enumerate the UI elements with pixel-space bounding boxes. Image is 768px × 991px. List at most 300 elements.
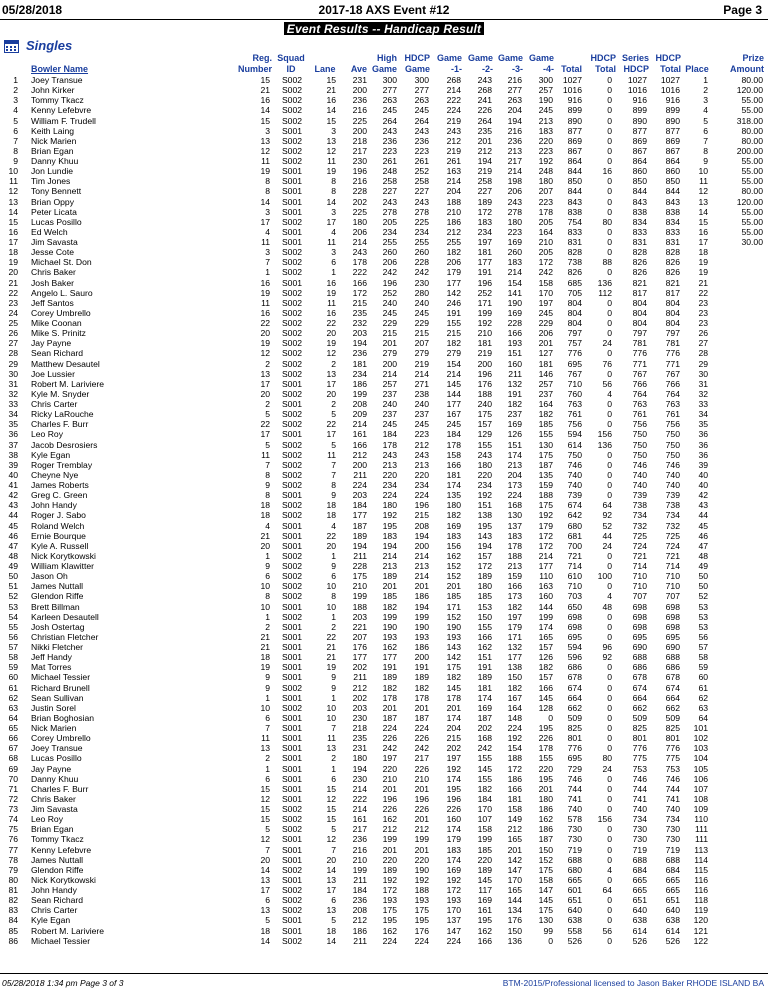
hdcp-total-cell: 0 — [607, 854, 612, 865]
lane-cell: 16 — [326, 277, 336, 288]
total-cell: 698 — [567, 621, 582, 632]
table-row — [0, 75, 768, 85]
lane-cell: 1 — [331, 611, 336, 622]
squad-id-cell: S002 — [281, 419, 303, 430]
row-index-cell: 17 — [8, 237, 18, 247]
ave-cell: 236 — [352, 895, 367, 906]
total-cell: 729 — [567, 763, 582, 774]
squad-id-cell: S002 — [281, 135, 303, 146]
bowler-name-cell: Jim Savasta — [31, 237, 78, 247]
lane-cell: 21 — [326, 642, 336, 652]
table-row — [0, 166, 768, 176]
total-cell: 674 — [567, 682, 582, 693]
ave-cell: 228 — [352, 186, 367, 197]
ave-cell: 172 — [352, 287, 367, 298]
high-game-cell: 185 — [382, 591, 397, 602]
total-cell: 804 — [567, 318, 582, 328]
hdcp-game-cell: 201 — [414, 783, 429, 794]
game-1-cell: 169 — [446, 864, 461, 875]
series-hdcp-cell: 732 — [632, 520, 647, 531]
squad-id-cell: S001 — [281, 793, 303, 804]
bowler-name-cell: Michael Tessier — [31, 935, 91, 946]
place-cell: 56 — [698, 631, 708, 642]
hdcp-game-cell: 196 — [414, 793, 429, 804]
game-4-cell: 145 — [538, 895, 553, 906]
game-4-cell: 0 — [548, 712, 553, 723]
hdcp-total-cell: 56 — [602, 378, 612, 389]
bowler-name-cell: Richard Brunell — [31, 682, 90, 693]
game-3-cell: 169 — [507, 237, 522, 247]
total-cell: 801 — [567, 733, 582, 744]
squad-id-cell: S002 — [281, 480, 303, 490]
reg-number-cell: 8 — [265, 186, 270, 197]
game-2-cell: 189 — [477, 571, 492, 582]
hdcp-total-cell: 0 — [607, 75, 612, 85]
lane-cell: 17 — [326, 885, 336, 895]
series-hdcp-cell: 688 — [632, 652, 647, 663]
bowler-name-cell: John Handy — [31, 500, 77, 511]
squad-id-cell: S002 — [281, 561, 303, 571]
hdcp-total-2-cell: 763 — [665, 399, 680, 409]
hdcp-total-cell: 80 — [602, 753, 612, 764]
hdcp-game-cell: 193 — [414, 631, 429, 642]
game-1-cell: 143 — [446, 642, 461, 652]
hdcp-game-cell: 199 — [414, 834, 429, 845]
prize-amount-cell: 80.00 — [741, 135, 763, 146]
game-3-cell: 147 — [507, 864, 522, 875]
reg-number-cell: 22 — [260, 419, 270, 430]
table-row — [0, 369, 768, 379]
squad-id-cell: S002 — [281, 682, 303, 693]
reg-number-cell: 18 — [260, 925, 270, 936]
table-row — [0, 470, 768, 480]
hdcp-game-cell: 208 — [414, 520, 429, 531]
high-game-cell: 178 — [382, 692, 397, 703]
hdcp-total-2-cell: 771 — [665, 358, 680, 369]
game-2-cell: 107 — [477, 814, 492, 825]
table-row — [0, 865, 768, 875]
row-index-cell: 72 — [8, 793, 18, 804]
hdcp-game-cell: 201 — [414, 702, 429, 713]
row-index-cell: 62 — [8, 692, 18, 703]
game-1-cell: 219 — [446, 145, 461, 156]
bowler-name-cell: Sean Richard — [31, 895, 84, 906]
table-row — [0, 824, 768, 834]
bowler-name-cell: Justin Sorel — [31, 702, 76, 713]
series-hdcp-cell: 804 — [632, 297, 647, 308]
table-row — [0, 723, 768, 733]
row-index-cell: 79 — [8, 864, 18, 875]
game-2-cell: 187 — [477, 712, 492, 723]
game-4-cell: 177 — [538, 561, 553, 571]
col-prize-amount: Prize Amount — [730, 53, 764, 74]
hdcp-total-cell: 64 — [602, 885, 612, 895]
prize-amount-cell: 318.00 — [736, 115, 763, 126]
hdcp-total-cell: 0 — [607, 733, 612, 744]
place-cell: 121 — [693, 925, 708, 936]
high-game-cell: 172 — [382, 885, 397, 895]
lane-cell: 21 — [326, 85, 336, 96]
table-row — [0, 176, 768, 186]
ave-cell: 194 — [352, 540, 367, 551]
hdcp-total-2-cell: 684 — [665, 864, 680, 875]
series-hdcp-cell: 686 — [632, 662, 647, 673]
game-3-cell: 224 — [507, 723, 522, 733]
bowler-name-cell: Kyle Egan — [31, 915, 71, 926]
hdcp-total-cell: 0 — [607, 156, 612, 166]
squad-id-cell: S002 — [281, 702, 303, 713]
game-2-cell: 155 — [477, 773, 492, 784]
ave-cell: 207 — [352, 631, 367, 642]
high-game-cell: 162 — [382, 642, 397, 652]
reg-number-cell: 19 — [260, 166, 270, 177]
game-2-cell: 191 — [477, 267, 492, 278]
game-4-cell: 248 — [538, 166, 553, 177]
col-high-game: High Game — [371, 53, 397, 74]
row-index-cell: 74 — [8, 814, 18, 825]
series-hdcp-cell: 640 — [632, 905, 647, 916]
total-cell: 705 — [567, 287, 582, 298]
reg-number-cell: 3 — [265, 247, 270, 258]
reg-number-cell: 19 — [260, 287, 270, 298]
total-cell: 740 — [567, 480, 582, 490]
game-3-cell: 150 — [507, 925, 522, 936]
hdcp-total-cell: 0 — [607, 348, 612, 359]
total-cell: 890 — [567, 115, 582, 126]
game-1-cell: 160 — [446, 814, 461, 825]
total-cell: 844 — [567, 186, 582, 197]
hdcp-game-cell: 207 — [414, 338, 429, 349]
reg-number-cell: 1 — [265, 611, 270, 622]
game-3-cell: 224 — [507, 490, 522, 501]
place-cell: 115 — [694, 864, 708, 875]
game-3-cell: 166 — [507, 581, 522, 592]
squad-id-cell: S002 — [281, 95, 303, 106]
table-row — [0, 804, 768, 814]
place-cell: 34 — [698, 409, 708, 420]
hdcp-total-2-cell: 864 — [665, 156, 680, 166]
game-3-cell: 193 — [507, 338, 522, 349]
place-cell: 116 — [694, 874, 708, 885]
high-game-cell: 195 — [382, 915, 397, 926]
reg-number-cell: 18 — [260, 500, 270, 511]
reg-number-cell: 21 — [260, 85, 270, 96]
bowler-name-cell: Jay Payne — [31, 763, 72, 774]
high-game-cell: 214 — [382, 368, 397, 379]
hdcp-total-cell: 0 — [607, 692, 612, 703]
row-index-cell: 20 — [8, 267, 18, 278]
game-3-cell: 263 — [507, 95, 522, 106]
game-1-cell: 215 — [446, 328, 461, 339]
bowler-name-cell: Tim Jones — [31, 176, 71, 187]
series-hdcp-cell: 869 — [632, 135, 647, 146]
ave-cell: 166 — [352, 277, 367, 288]
game-3-cell: 134 — [507, 905, 522, 916]
lane-cell: 14 — [326, 105, 336, 116]
reg-number-cell: 14 — [260, 196, 270, 207]
row-index-cell: 67 — [8, 743, 18, 754]
squad-id-cell: S001 — [281, 166, 303, 177]
ave-cell: 214 — [352, 783, 367, 794]
hdcp-game-cell: 260 — [414, 247, 429, 258]
col-game-1: Game -1- — [436, 53, 462, 74]
hdcp-total-cell: 0 — [607, 561, 612, 571]
ave-cell: 225 — [352, 115, 367, 126]
series-hdcp-cell: 724 — [632, 540, 647, 551]
reg-number-cell: 6 — [265, 773, 270, 784]
hdcp-total-cell: 0 — [607, 915, 612, 926]
row-index-cell: 70 — [8, 773, 18, 784]
table-row — [0, 834, 768, 844]
bowler-name-cell: Jason Oh — [31, 571, 68, 582]
lane-cell: 5 — [331, 824, 336, 835]
game-3-cell: 216 — [507, 125, 522, 136]
game-4-cell: 152 — [538, 854, 553, 865]
reg-number-cell: 8 — [265, 490, 270, 501]
hdcp-total-cell: 0 — [607, 105, 612, 116]
table-row — [0, 794, 768, 804]
lane-cell: 9 — [331, 672, 336, 683]
squad-id-cell: S002 — [281, 581, 303, 592]
game-3-cell: 169 — [507, 307, 522, 318]
row-index-cell: 2 — [13, 85, 18, 96]
table-row — [0, 875, 768, 885]
reg-number-cell: 10 — [260, 601, 270, 612]
hdcp-game-cell: 220 — [414, 854, 429, 865]
total-cell: 685 — [567, 277, 582, 288]
table-row — [0, 814, 768, 824]
game-4-cell: 210 — [538, 237, 553, 247]
game-3-cell: 213 — [507, 145, 522, 156]
place-cell: 2 — [703, 85, 708, 96]
row-index-cell: 27 — [8, 338, 18, 349]
table-row — [0, 612, 768, 622]
game-3-cell: 142 — [507, 854, 522, 865]
hdcp-game-cell: 240 — [414, 297, 429, 308]
reg-number-cell: 18 — [260, 510, 270, 521]
row-index-cell: 19 — [8, 257, 18, 268]
game-3-cell: 186 — [507, 773, 522, 784]
prize-amount-cell: 55.00 — [741, 156, 763, 166]
game-3-cell: 150 — [507, 672, 522, 683]
ave-cell: 199 — [352, 591, 367, 602]
row-index-cell: 7 — [13, 135, 18, 146]
hdcp-total-2-cell: 665 — [665, 885, 680, 895]
table-row — [0, 845, 768, 855]
lane-cell: 14 — [326, 864, 336, 875]
game-1-cell: 210 — [446, 206, 461, 217]
table-row — [0, 500, 768, 510]
prize-amount-cell: 55.00 — [741, 176, 763, 187]
lane-cell: 2 — [331, 358, 336, 369]
squad-id-cell: S002 — [281, 550, 303, 561]
hdcp-game-cell: 252 — [414, 166, 429, 177]
row-index-cell: 5 — [13, 115, 18, 126]
hdcp-total-cell: 0 — [607, 611, 612, 622]
game-1-cell: 152 — [446, 561, 461, 571]
place-cell: 40 — [698, 469, 708, 480]
reg-number-cell: 5 — [265, 915, 270, 926]
table-row — [0, 298, 768, 308]
high-game-cell: 257 — [382, 378, 397, 389]
total-cell: 833 — [567, 226, 582, 237]
row-index-cell: 21 — [8, 277, 18, 288]
hdcp-game-cell: 213 — [414, 561, 429, 571]
table-row — [0, 419, 768, 429]
game-1-cell: 190 — [446, 621, 461, 632]
ave-cell: 184 — [352, 885, 367, 895]
bowler-name-cell: Kyle A. Russell — [31, 540, 89, 551]
footer-license: BTM-2015/Professional licensed to Jason Baker RHODE ISLAND BA — [502, 978, 764, 988]
squad-id-cell: S002 — [281, 257, 303, 268]
bowler-name-cell: Jim Savasta — [31, 804, 78, 814]
table-row — [0, 116, 768, 126]
game-3-cell: 223 — [507, 226, 522, 237]
reg-number-cell: 14 — [260, 935, 270, 946]
row-index-cell: 57 — [8, 642, 18, 652]
place-cell: 21 — [698, 277, 708, 288]
high-game-cell: 215 — [382, 328, 397, 339]
hdcp-game-cell: 187 — [414, 712, 429, 723]
series-hdcp-cell: 756 — [632, 419, 647, 430]
hdcp-total-cell: 0 — [607, 247, 612, 258]
series-hdcp-cell: 684 — [632, 864, 647, 875]
total-cell: 558 — [567, 925, 582, 936]
game-3-cell: 216 — [507, 75, 522, 85]
hdcp-game-cell: 186 — [414, 591, 429, 602]
game-2-cell: 145 — [477, 763, 492, 774]
game-1-cell: 268 — [446, 75, 461, 85]
game-2-cell: 258 — [477, 176, 492, 187]
total-cell: 825 — [567, 723, 582, 733]
game-1-cell: 145 — [446, 378, 461, 389]
hdcp-total-2-cell: 730 — [665, 834, 680, 845]
hdcp-total-cell: 0 — [607, 874, 612, 885]
table-row — [0, 257, 768, 267]
hdcp-total-2-cell: 664 — [665, 692, 680, 703]
page-number: Page 3 — [723, 3, 762, 17]
squad-id-cell: S002 — [281, 328, 303, 339]
game-3-cell: 174 — [507, 449, 522, 460]
squad-id-cell: S001 — [281, 834, 303, 845]
high-game-cell: 199 — [382, 611, 397, 622]
reg-number-cell: 20 — [260, 854, 270, 865]
high-game-cell: 196 — [382, 793, 397, 804]
game-4-cell: 179 — [538, 520, 553, 531]
total-cell: 746 — [567, 773, 582, 784]
series-hdcp-cell: 674 — [632, 682, 647, 693]
game-1-cell: 204 — [446, 186, 461, 197]
lane-cell: 9 — [331, 682, 336, 693]
total-cell: 698 — [567, 611, 582, 622]
series-hdcp-cell: 844 — [632, 186, 647, 197]
game-3-cell: 136 — [507, 935, 522, 946]
hdcp-total-2-cell: 867 — [665, 145, 680, 156]
game-4-cell: 207 — [538, 186, 553, 197]
game-4-cell: 220 — [538, 135, 553, 146]
game-1-cell: 147 — [446, 925, 461, 936]
lane-cell: 5 — [331, 915, 336, 926]
game-2-cell: 234 — [477, 226, 492, 237]
squad-id-cell: S001 — [281, 490, 303, 501]
game-1-cell: 188 — [446, 196, 461, 207]
lane-cell: 13 — [326, 874, 336, 885]
lane-cell: 7 — [331, 469, 336, 480]
high-game-cell: 258 — [382, 176, 397, 187]
table-row — [0, 85, 768, 95]
high-game-cell: 277 — [382, 85, 397, 96]
total-cell: 776 — [567, 348, 582, 359]
row-index-cell: 16 — [8, 226, 18, 237]
game-1-cell: 193 — [446, 895, 461, 906]
game-2-cell: 176 — [477, 378, 492, 389]
bowler-name-cell: Jesse Cote — [31, 247, 74, 258]
bowler-name-cell: Danny Khuu — [31, 156, 79, 166]
game-1-cell: 195 — [446, 783, 461, 794]
row-index-cell: 8 — [13, 145, 18, 156]
lane-cell: 15 — [326, 115, 336, 126]
game-3-cell: 167 — [507, 692, 522, 703]
table-row — [0, 278, 768, 288]
game-1-cell: 180 — [446, 500, 461, 511]
squad-id-cell: S002 — [281, 824, 303, 835]
reg-number-cell: 12 — [260, 348, 270, 359]
bowler-name-cell: Chris Carter — [31, 905, 78, 916]
total-cell: 1016 — [562, 85, 582, 96]
row-index-cell: 23 — [8, 297, 18, 308]
high-game-cell: 245 — [382, 419, 397, 430]
hdcp-game-cell: 226 — [414, 733, 429, 744]
hdcp-game-cell: 210 — [414, 773, 429, 784]
prize-amount-cell: 55.00 — [741, 95, 763, 106]
game-1-cell: 212 — [446, 226, 461, 237]
reg-number-cell: 16 — [260, 277, 270, 288]
hdcp-total-2-cell: 764 — [665, 388, 680, 399]
col-series-hdcp: Series HDCP — [621, 53, 649, 74]
squad-id-cell: S002 — [281, 500, 303, 511]
game-3-cell: 138 — [507, 662, 522, 673]
reg-number-cell: 12 — [260, 145, 270, 156]
ave-cell: 231 — [352, 743, 367, 754]
ave-cell: 210 — [352, 854, 367, 865]
game-2-cell: 234 — [477, 480, 492, 490]
game-1-cell: 215 — [446, 733, 461, 744]
prize-amount-cell: 200.00 — [736, 145, 763, 156]
reg-number-cell: 1 — [265, 267, 270, 278]
game-4-cell: 150 — [538, 844, 553, 855]
lane-cell: 8 — [331, 480, 336, 490]
table-row — [0, 237, 768, 247]
reg-number-cell: 9 — [265, 682, 270, 693]
hdcp-total-2-cell: 695 — [665, 631, 680, 642]
game-4-cell: 110 — [539, 571, 553, 582]
table-row — [0, 480, 768, 490]
hdcp-total-cell: 0 — [607, 905, 612, 916]
game-1-cell: 183 — [446, 530, 461, 541]
hdcp-game-cell: 261 — [414, 156, 429, 166]
bowler-name-cell: Charles F. Burr — [31, 419, 89, 430]
bowler-name-cell: William F. Trudell — [31, 115, 96, 126]
game-1-cell: 243 — [446, 125, 461, 136]
hdcp-game-cell: 193 — [414, 895, 429, 906]
game-3-cell: 206 — [507, 186, 522, 197]
game-1-cell: 178 — [446, 692, 461, 703]
reg-number-cell: 17 — [260, 216, 270, 227]
reg-number-cell: 14 — [260, 105, 270, 116]
table-row — [0, 895, 768, 905]
hdcp-game-cell: 236 — [414, 135, 429, 146]
squad-id-cell: S002 — [281, 145, 303, 156]
